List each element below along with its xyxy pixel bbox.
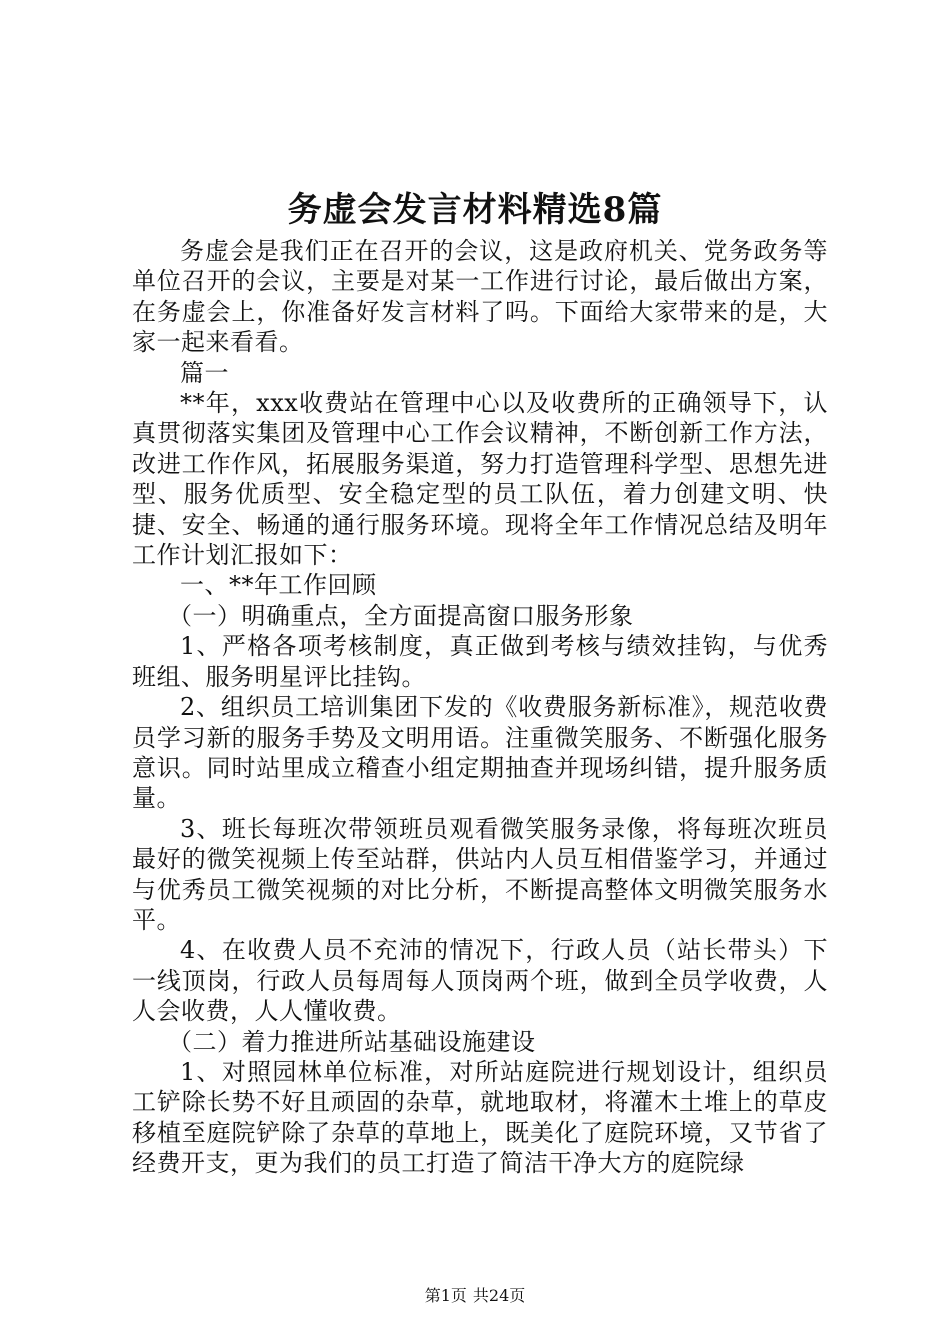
section-heading-pian-yi: 篇一 [180,358,229,387]
page-number: 第1页 [424,1286,467,1305]
page-footer [0,1286,950,1306]
list-item: 1、对照园林单位标准，对所站庭院进行规划设计，组织员工铲除长势不好且顽固的杂草，就地取材，将灌木土堆上的草皮移植至庭院铲除了杂草的草地上，既美化了庭院环境，又节省了经费开支，更为我们的员工打造了简洁干净大方的庭院绿 [132,1057,828,1178]
list-item: 4、在收费人员不充沛的情况下，行政人员（站长带头）下一线顶岗，行政人员每周每人顶岗两个班，做到全员学收费，人人会收费，人人懂收费。 [132,936,828,1026]
document-body [132,236,828,1179]
section-heading: 一、**年工作回顾 [180,571,377,600]
page-total: 共24页 [472,1286,526,1305]
list-item: 3、班长每班次带领班员观看微笑服务录像，将每班次班员最好的微笑视频上传至站群，供站内人员互相借鉴学习，并通过与优秀员工微笑视频的对比分析，不断提高整体文明微笑服务水平。 [132,814,828,934]
subsection-heading: （一）明确重点，全方面提高窗口服务形象 [168,601,634,630]
subsection-heading: （二）着力推进所站基础设施建设 [168,1027,536,1056]
list-item: 1、严格各项考核制度，真正做到考核与绩效挂钩，与优秀班组、服务明星评比挂钩。 [132,632,828,691]
body-paragraph: **年，xxx收费站在管理中心以及收费所的正确领导下，认真贯彻落实集团及管理中心工作会议精神，不断创新工作方法，改进工作作风，拓展服务渠道，努力打造管理科学型、思想先进型、服务优质型、安全稳定型的员工队伍，着力创建文明、快捷、安全、畅通的通行服务环境。现将全年工作情况总结及明年工作计划汇报如下： [132,389,828,570]
list-item: 2、组织员工培训集团下发的《收费服务新标准》，规范收费员学习新的服务手势及文明用语。注重微笑服务、不断强化服务意识。同时站里成立稽查小组定期抽查并现场纠错，提升服务质量。 [132,693,828,813]
document-title: 务虚会发言材料精选8篇 [287,190,663,230]
intro-paragraph: 务虚会是我们正在召开的会议，这是政府机关、党务政务等单位召开的会议，主要是对某一工作进行讨论，最后做出方案，在务虚会上，你准备好发言材料了吗。下面给大家带来的是，大家一起来看看。 [132,237,828,357]
